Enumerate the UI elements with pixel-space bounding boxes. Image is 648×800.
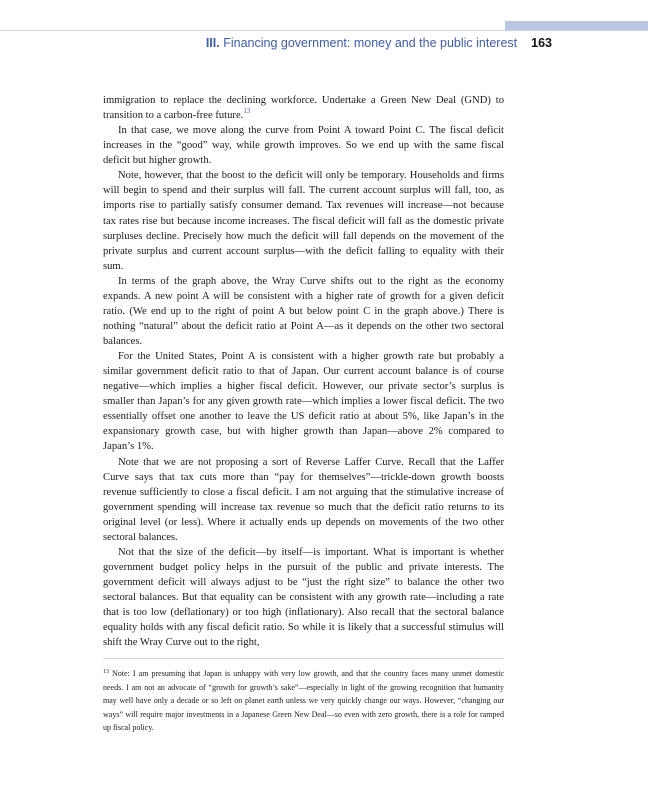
paragraph: In terms of the graph above, the Wray Curve shifts out to the right as the economy expands. A new point A will be consistent with a higher rate of growth for a given deficit ratio. (We end up to the right of point A but below point C in the graph above.) There is nothing “natural” about the deficit ratio at Point A—as it depends on the other two sectoral balances. [103,275,504,347]
paragraph: For the United States, Point A is consistent with a higher growth rate but probably a similar government deficit ratio to that of Japan. Our current account balance is of course negative—which implies a higher fiscal deficit. However, our private sector’s surplus is smaller than Japan’s for any given growth rate—which implies a lower fiscal deficit. The two essentially offset one another to leave the US deficit ratio at about 5%, like Japan’s in the expansionary growth case, but with higher growth than Japan—above 2% compared to Japan’s 1%. [103,351,504,453]
paragraph-1 [103,93,504,123]
chapter-heading [206,36,517,50]
header-accent-bar [505,21,648,30]
chapter-number: III. [205,36,220,50]
header-rule [0,30,648,31]
chapter-title: Financing government: money and the public interest [223,36,518,50]
paragraph-1-text: immigration to replace the declining workforce. Undertake a Green New Deal (GND) to transition to a carbon-free future. [103,95,504,122]
running-header [0,36,552,50]
footnote-reference[interactable]: 13 [243,107,251,116]
paragraph: Not that the size of the deficit—by itself—is important. What is important is whether government budget policy helps in the pursuit of the public and private interests. The government deficit will always adjust to be “just the right size” to balance the other two sectoral balances. But that equality can be consistent with any growth rate—including a rate that is too low (deflationary) or too high (inflationary). Also recall that the sectoral balance equality holds with any fiscal deficit ratio. So while it is likely that a successful stimulus will shift the Wray Curve out to the right, [103,546,504,649]
paragraph: Note, however, that the boost to the deficit will only be temporary. Households and firms will begin to spend and their surplus will fall. The current account surplus will fall, too, as imports rise to partially satisfy consumer demand. Tax revenues will increase—not because tax rates rise but because income increases. The fiscal deficit will fall as the domestic private surpluses decline. Precisely how much the deficit will fall depends on the movement of the private surplus and current account surplus—with the deficit falling to equality with their sum. [103,170,504,272]
paragraph: Note that we are not proposing a sort of Reverse Laffer Curve. Recall that the Laffer Curve says that tax cuts more than “pay for themselves”—trickle-down growth boosts revenue sufficiently to close a fiscal deficit. I am not arguing that the stimulative increase of government spending will increase tax revenue so much that the deficit ratio returns to its original level (or less). Where it actually ends up depends on movements of the two other sectoral balances. [103,456,504,543]
body-text [103,93,504,650]
paragraph: In that case, we move along the curve from Point A toward Point C. The fiscal deficit increases in the “good” way, while growth improves. So we end up with the same fiscal deficit but higher growth. [103,125,504,167]
footnote-text: Note: I am presuming that Japan is unhappy with very low growth, and that the country faces many unmet domestic needs. I am not an advocate of “growth for growth’s sake”—especially in light of the growing recognition that humanity may well have only a decade or so left on planet earth unless we very quickly change our ways. However, “changing our ways” will require major investments in a Japanese Green New Deal—so even with zero growth, there is a role for ramped up fiscal policy. [103,669,504,733]
footnote-divider [103,658,504,659]
footnote-number: 13 [103,669,109,675]
footnote [103,667,504,735]
page-number: 163 [531,36,552,50]
